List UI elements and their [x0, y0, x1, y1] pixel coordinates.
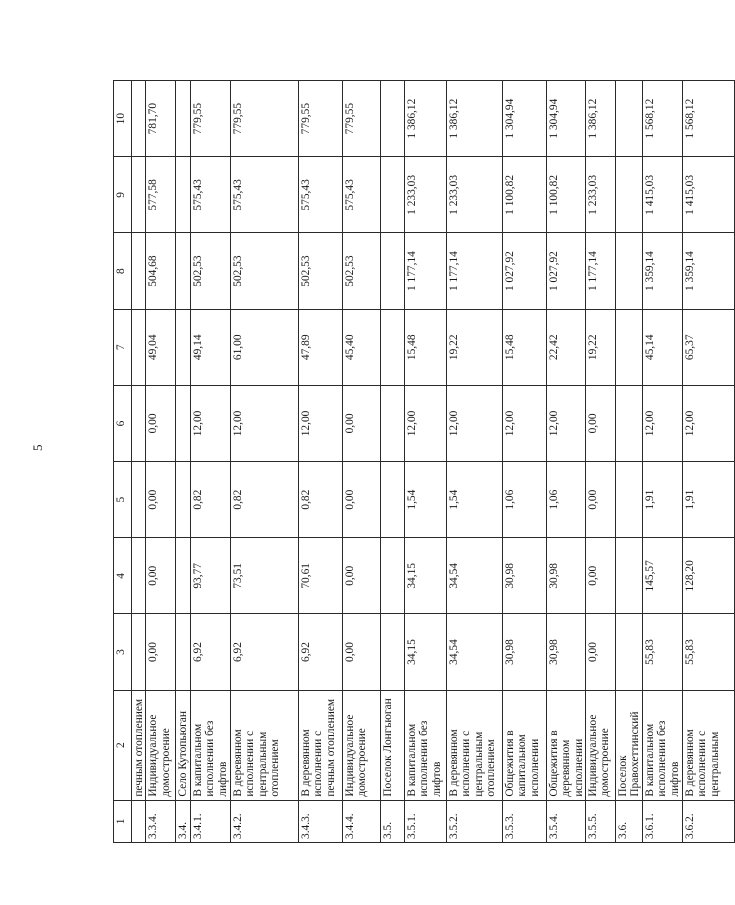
- value-cell: 779,55: [230, 81, 298, 157]
- value-cell: 0,00: [586, 385, 616, 461]
- value-cell: 0,00: [146, 462, 176, 538]
- value-cell: 34,54: [446, 614, 502, 690]
- value-cell: 45,40: [342, 309, 380, 385]
- value-cell: 73,51: [230, 538, 298, 614]
- value-cell: 1,54: [404, 462, 446, 538]
- row-name: Поселок Лонгъюган: [380, 690, 404, 800]
- table-cell: [132, 385, 146, 461]
- header-cell: 4: [114, 538, 132, 614]
- value-cell: 779,55: [298, 81, 342, 157]
- value-cell: 6,92: [230, 614, 298, 690]
- value-cell: 93,77: [190, 538, 230, 614]
- header-cell: 8: [114, 233, 132, 309]
- value-cell: 1,91: [682, 462, 734, 538]
- value-cell: 1,91: [642, 462, 682, 538]
- header-cell: 1: [114, 800, 132, 842]
- header-cell: 7: [114, 309, 132, 385]
- value-cell: 65,37: [682, 309, 734, 385]
- row-code: 3.4.4.: [342, 800, 380, 842]
- value-cell: 0,00: [586, 614, 616, 690]
- value-cell: 47,89: [298, 309, 342, 385]
- value-cell: 1 177,14: [446, 233, 502, 309]
- value-cell: [380, 81, 404, 157]
- value-cell: 49,04: [146, 309, 176, 385]
- value-cell: 0,00: [586, 538, 616, 614]
- value-cell: 1 359,14: [682, 233, 734, 309]
- value-cell: [616, 157, 643, 233]
- value-cell: [616, 385, 643, 461]
- header-cell: 5: [114, 462, 132, 538]
- table-row: [586, 81, 616, 843]
- value-cell: 0,00: [586, 462, 616, 538]
- value-cell: 12,00: [190, 385, 230, 461]
- value-cell: 0,00: [342, 614, 380, 690]
- table-cell: [132, 309, 146, 385]
- value-cell: 502,53: [298, 233, 342, 309]
- value-cell: 0,00: [342, 538, 380, 614]
- row-code: 3.5.2.: [446, 800, 502, 842]
- table-row: [404, 81, 446, 843]
- table-row: [230, 81, 298, 843]
- value-cell: 779,55: [190, 81, 230, 157]
- row-code: 3.4.1.: [190, 800, 230, 842]
- value-cell: 575,43: [190, 157, 230, 233]
- row-name: В деревянном исполнении с центральным: [682, 690, 734, 800]
- value-cell: 1 177,14: [586, 233, 616, 309]
- value-cell: [380, 157, 404, 233]
- value-cell: [176, 157, 190, 233]
- value-cell: [176, 538, 190, 614]
- continued-text: печным отоплением: [132, 690, 146, 800]
- header-cell: 10: [114, 81, 132, 157]
- row-code: 3.5.4.: [546, 800, 585, 842]
- table-row: [682, 81, 734, 843]
- table-cell: [132, 462, 146, 538]
- value-cell: 1 233,03: [586, 157, 616, 233]
- value-cell: 128,20: [682, 538, 734, 614]
- value-cell: 1 027,92: [546, 233, 585, 309]
- value-cell: 575,43: [342, 157, 380, 233]
- row-name: Индивидуальное домостроение: [586, 690, 616, 800]
- row-name: Село Кутопьюган: [176, 690, 190, 800]
- table-row: [642, 81, 682, 843]
- row-code: 3.6.2.: [682, 800, 734, 842]
- value-cell: 1 415,03: [642, 157, 682, 233]
- value-cell: 0,82: [230, 462, 298, 538]
- value-cell: 1 304,94: [502, 81, 546, 157]
- value-cell: 145,57: [642, 538, 682, 614]
- value-cell: 779,55: [342, 81, 380, 157]
- value-cell: [616, 309, 643, 385]
- table-row: [176, 81, 190, 843]
- table-cell: [132, 233, 146, 309]
- value-cell: 0,00: [146, 538, 176, 614]
- value-cell: 502,53: [342, 233, 380, 309]
- header-row: [114, 81, 132, 843]
- value-cell: 30,98: [546, 614, 585, 690]
- table-cell: [132, 81, 146, 157]
- header-cell: 9: [114, 157, 132, 233]
- value-cell: 55,83: [642, 614, 682, 690]
- header-cell: 2: [114, 690, 132, 800]
- value-cell: 0,00: [342, 462, 380, 538]
- value-cell: 34,15: [404, 538, 446, 614]
- value-cell: [176, 614, 190, 690]
- value-cell: 30,98: [546, 538, 585, 614]
- value-cell: 1,54: [446, 462, 502, 538]
- value-cell: 1,06: [546, 462, 585, 538]
- row-name: В деревянном исполнении с центральным отоплением: [230, 690, 298, 800]
- tariff-table: [113, 80, 735, 843]
- value-cell: 15,48: [502, 309, 546, 385]
- value-cell: 0,00: [342, 385, 380, 461]
- value-cell: 15,48: [404, 309, 446, 385]
- value-cell: 12,00: [682, 385, 734, 461]
- value-cell: [176, 462, 190, 538]
- value-cell: [176, 81, 190, 157]
- value-cell: 22,42: [546, 309, 585, 385]
- row-code: 3.5.: [380, 800, 404, 842]
- value-cell: [616, 233, 643, 309]
- value-cell: 1 415,03: [682, 157, 734, 233]
- value-cell: 1 568,12: [642, 81, 682, 157]
- value-cell: 1 027,92: [502, 233, 546, 309]
- row-code: 3.6.: [616, 800, 643, 842]
- table-cell: [132, 538, 146, 614]
- row-code: 3.4.2.: [230, 800, 298, 842]
- table-row: [380, 81, 404, 843]
- table-row: [446, 81, 502, 843]
- value-cell: 502,53: [190, 233, 230, 309]
- value-cell: 70,61: [298, 538, 342, 614]
- row-name: В капитальном исполнении без лифтов: [404, 690, 446, 800]
- value-cell: 12,00: [404, 385, 446, 461]
- value-cell: 49,14: [190, 309, 230, 385]
- value-cell: 504,68: [146, 233, 176, 309]
- value-cell: 12,00: [298, 385, 342, 461]
- value-cell: [616, 462, 643, 538]
- value-cell: 34,54: [446, 538, 502, 614]
- value-cell: 1 359,14: [642, 233, 682, 309]
- row-name: В деревянном исполнении с центральным отоплением: [446, 690, 502, 800]
- value-cell: [380, 538, 404, 614]
- value-cell: 1 100,82: [502, 157, 546, 233]
- value-cell: 781,70: [146, 81, 176, 157]
- row-name: Индивидуальное домостроение: [342, 690, 380, 800]
- row-name: В деревянном исполнении с печным отоплением: [298, 690, 342, 800]
- value-cell: 6,92: [190, 614, 230, 690]
- value-cell: [176, 233, 190, 309]
- row-code: 3.4.3.: [298, 800, 342, 842]
- value-cell: 502,53: [230, 233, 298, 309]
- value-cell: 12,00: [502, 385, 546, 461]
- value-cell: [176, 309, 190, 385]
- row-name: В капитальном исполнении без лифтов: [642, 690, 682, 800]
- value-cell: 30,98: [502, 538, 546, 614]
- table-cell: [132, 157, 146, 233]
- value-cell: 1 568,12: [682, 81, 734, 157]
- header-cell: 6: [114, 385, 132, 461]
- value-cell: 30,98: [502, 614, 546, 690]
- value-cell: 575,43: [298, 157, 342, 233]
- value-cell: 12,00: [446, 385, 502, 461]
- value-cell: 55,83: [682, 614, 734, 690]
- row-name: В капитальном исполнении без лифтов: [190, 690, 230, 800]
- value-cell: 1 100,82: [546, 157, 585, 233]
- value-cell: 1 304,94: [546, 81, 585, 157]
- value-cell: [616, 614, 643, 690]
- value-cell: 0,00: [146, 385, 176, 461]
- value-cell: 1 386,12: [586, 81, 616, 157]
- value-cell: [380, 614, 404, 690]
- value-cell: 6,92: [298, 614, 342, 690]
- value-cell: 575,43: [230, 157, 298, 233]
- row-code: 3.5.1.: [404, 800, 446, 842]
- value-cell: 12,00: [642, 385, 682, 461]
- table-row: [190, 81, 230, 843]
- table-row: [502, 81, 546, 843]
- value-cell: 0,82: [190, 462, 230, 538]
- value-cell: 1 233,03: [446, 157, 502, 233]
- value-cell: 0,00: [146, 614, 176, 690]
- value-cell: 1 233,03: [404, 157, 446, 233]
- row-name: Общежития в капитальном исполнении: [502, 690, 546, 800]
- table-cell: [132, 800, 146, 842]
- value-cell: 45,14: [642, 309, 682, 385]
- value-cell: [616, 81, 643, 157]
- row-code: 3.5.5.: [586, 800, 616, 842]
- row-code: 3.5.3.: [502, 800, 546, 842]
- value-cell: 577,58: [146, 157, 176, 233]
- value-cell: 1 386,12: [446, 81, 502, 157]
- row-name: Поселок Правохеттинский: [616, 690, 643, 800]
- value-cell: 19,22: [586, 309, 616, 385]
- value-cell: 12,00: [230, 385, 298, 461]
- value-cell: 12,00: [546, 385, 585, 461]
- value-cell: [616, 538, 643, 614]
- tariff-table-container: [113, 80, 721, 843]
- row-name: Общежития в деревянном исполнении: [546, 690, 585, 800]
- row-code: 3.4.: [176, 800, 190, 842]
- table-row: [146, 81, 176, 843]
- row-code: 3.6.1.: [642, 800, 682, 842]
- value-cell: [176, 385, 190, 461]
- value-cell: [380, 233, 404, 309]
- value-cell: 1 386,12: [404, 81, 446, 157]
- table-row: [616, 81, 643, 843]
- row-code: 3.3.4.: [146, 800, 176, 842]
- table-row: [298, 81, 342, 843]
- page-number: 5: [30, 444, 45, 451]
- value-cell: [380, 309, 404, 385]
- table-row: [546, 81, 585, 843]
- value-cell: 34,15: [404, 614, 446, 690]
- value-cell: 1,06: [502, 462, 546, 538]
- value-cell: 19,22: [446, 309, 502, 385]
- value-cell: 1 177,14: [404, 233, 446, 309]
- table-cell: [132, 614, 146, 690]
- table-row: [342, 81, 380, 843]
- value-cell: [380, 462, 404, 538]
- continued-row: [132, 81, 146, 843]
- value-cell: 61,00: [230, 309, 298, 385]
- value-cell: [380, 385, 404, 461]
- row-name: Индивидуальное домостроение: [146, 690, 176, 800]
- value-cell: 0,82: [298, 462, 342, 538]
- header-cell: 3: [114, 614, 132, 690]
